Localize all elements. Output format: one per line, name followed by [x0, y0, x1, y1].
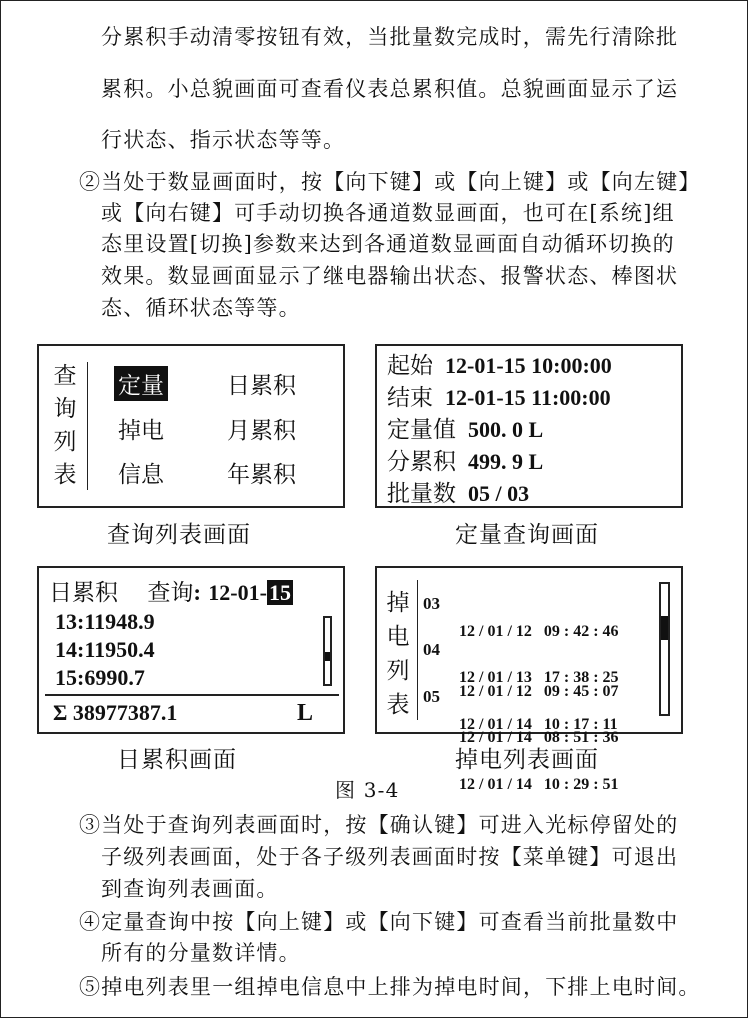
intro-line-3: 行状态、指示状态等等。 [101, 128, 346, 152]
menu-item-power-loss[interactable]: 掉电 [118, 418, 164, 444]
divider [87, 362, 88, 490]
item4-line-2: 所有的分量数详情。 [101, 941, 301, 965]
menu-item-quantitative[interactable]: 定量 [114, 366, 168, 401]
intro-line-2: 累积。小总貌画面可查看仪表总累积值。总貌画面显示了运 [101, 77, 679, 101]
quant-row-batch: 批量数 05 / 03 [387, 481, 530, 507]
power-off-time: 12 / 01 / 14 10 : 17 : 11 [459, 716, 618, 733]
quant-row-end: 结束 12-01-15 11:00:00 [387, 385, 611, 411]
group-index: 05 [423, 687, 440, 706]
power-on-time: 12 / 01 / 12 09 : 45 : 07 [459, 683, 619, 700]
item2-line-2: 或【向右键】可手动切换各通道数显画面，也可在[系统]组 [101, 201, 675, 225]
intro-line-1: 分累积手动清零按钮有效，当批量数完成时，需先行清除批 [101, 25, 679, 49]
item2-line-3: 态里设置[切换]参数来达到各通道数显画面自动循环切换的 [101, 232, 675, 256]
query-day-cursor[interactable]: 15 [268, 580, 291, 605]
divider [45, 694, 339, 696]
caption-power-loss: 掉电列表画面 [455, 747, 599, 773]
menu-item-yearly-accum[interactable]: 年累积 [227, 462, 296, 488]
power-on-time: 12 / 01 / 14 10 : 29 : 51 [459, 776, 619, 793]
query-list-side-label: 查 询 列 表 [53, 363, 77, 488]
power-off-time: 12 / 01 / 12 09 : 42 : 46 [459, 623, 619, 640]
daily-total: Σ 38977387.1 [53, 700, 178, 725]
item3-line-2: 子级列表画面，处于各子级列表画面时按【菜单键】可退出 [101, 845, 679, 869]
caption-query-list: 查询列表画面 [107, 522, 251, 548]
quant-row-start: 起始 12-01-15 10:00:00 [387, 353, 612, 379]
scroll-thumb[interactable] [325, 652, 330, 661]
daily-accum-header: 日累积 查询: 12-01-15 [49, 580, 291, 606]
quant-row-partial: 分累积 499. 9 L [387, 449, 544, 475]
power-on-time: 12 / 01 / 14 08 : 51 : 36 [459, 729, 619, 746]
item4-line-1: ④定量查询中按【向上键】或【向下键】可查看当前批量数中 [79, 910, 679, 934]
scroll-thumb[interactable] [661, 616, 668, 640]
item5-line-1: ⑤掉电列表里一组掉电信息中上排为掉电时间，下排上电时间。 [79, 975, 701, 999]
scrollbar[interactable] [659, 582, 670, 716]
daily-accum-rows [55, 608, 155, 692]
daily-accum-screen [37, 566, 345, 734]
item2-line-1: ②当处于数显画面时，按【向下键】或【向上键】或【向左键】 [79, 170, 701, 194]
quant-query-screen [375, 344, 683, 508]
query-list-screen [37, 344, 345, 508]
group-index: 04 [423, 640, 440, 659]
quant-row-setpoint: 定量值 500. 0 L [387, 417, 544, 443]
item2-line-4: 效果。数显画面显示了继电器输出状态、报警状态、棒图状 [101, 264, 679, 288]
group-index: 03 [423, 594, 440, 613]
daily-row: 14:11950.4 [55, 637, 155, 662]
divider [417, 580, 418, 720]
scrollbar[interactable] [323, 616, 332, 686]
item3-line-3: 到查询列表画面。 [101, 877, 279, 901]
menu-item-info[interactable]: 信息 [118, 462, 164, 488]
item3-line-1: ③当处于查询列表画面时，按【确认键】可进入光标停留处的 [79, 813, 679, 837]
daily-row: 15:6990.7 [55, 665, 145, 690]
daily-unit: L [297, 700, 314, 726]
caption-quant-query: 定量查询画面 [455, 522, 599, 548]
power-off-time: 12 / 01 / 13 17 : 38 : 25 [459, 669, 619, 686]
menu-item-daily-accum[interactable]: 日累积 [227, 373, 296, 399]
menu-item-monthly-accum[interactable]: 月累积 [227, 418, 296, 444]
power-loss-side-label: 掉 电 列 表 [386, 590, 410, 718]
figure-label: 图 3-4 [335, 778, 400, 802]
caption-daily-accum: 日累积画面 [117, 747, 237, 773]
item2-line-5: 态、循环状态等等。 [101, 296, 301, 320]
daily-row: 13:11948.9 [55, 609, 155, 634]
